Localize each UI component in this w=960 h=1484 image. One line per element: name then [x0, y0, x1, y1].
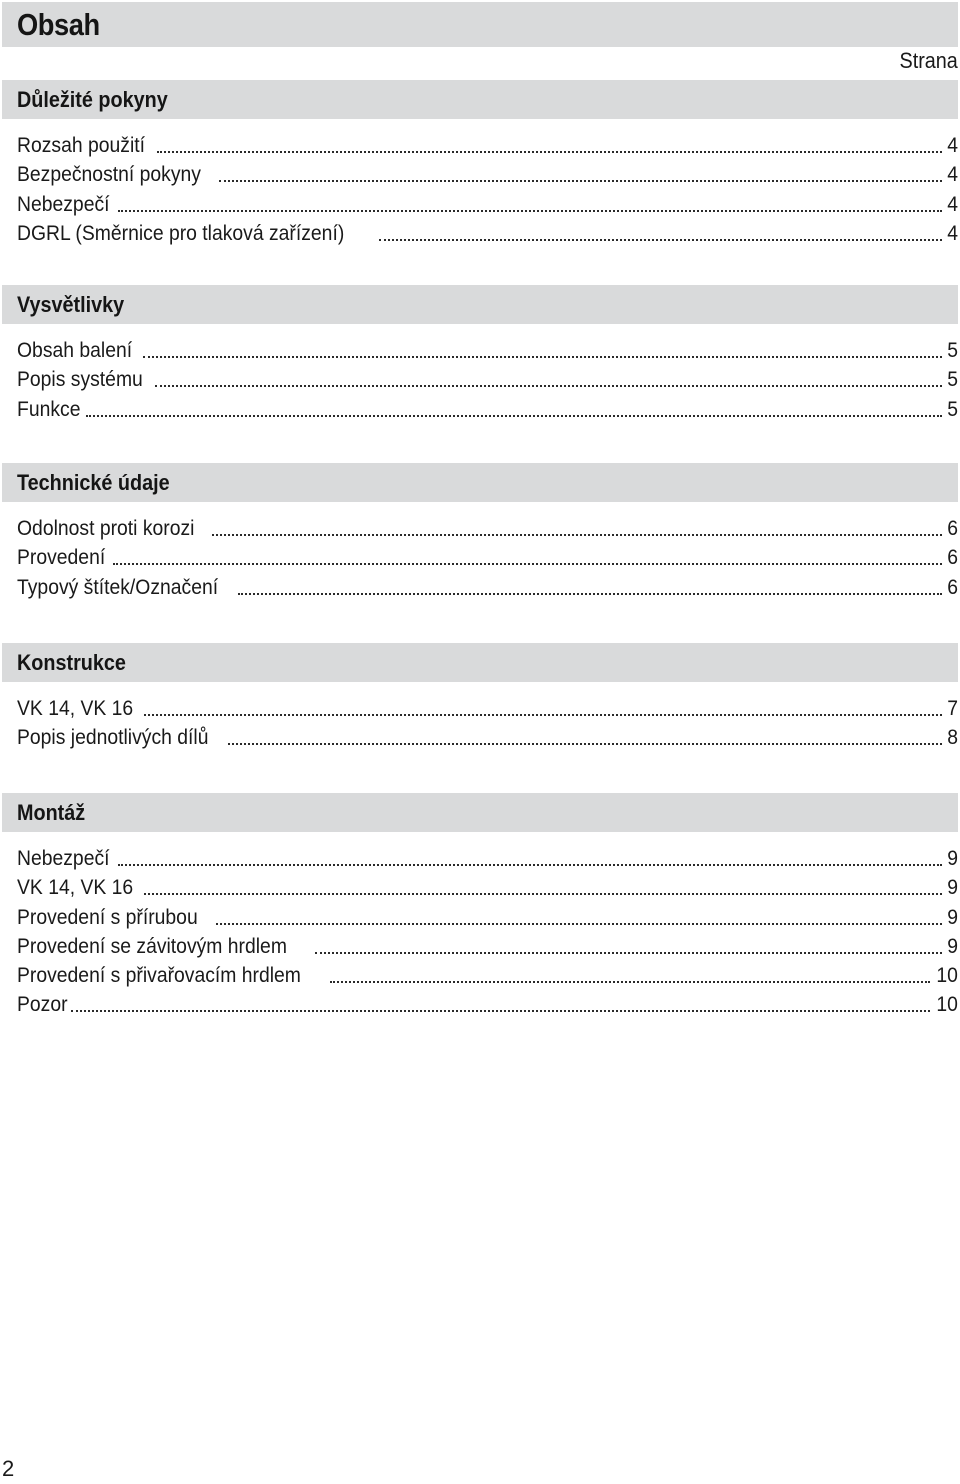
- page-number: 2: [2, 1456, 15, 1481]
- toc-entry-page: 5: [947, 338, 958, 363]
- toc-entry[interactable]: [0, 365, 960, 394]
- toc-entry-label: VK 14, VK 16: [17, 875, 134, 900]
- toc-entry-page: 4: [947, 133, 958, 158]
- section-heading: Konstrukce: [17, 649, 126, 675]
- toc-entry-page: 6: [947, 545, 958, 570]
- dot-leader: [118, 864, 942, 866]
- dot-leader: [118, 210, 942, 212]
- toc-entry[interactable]: [0, 873, 960, 902]
- toc-entry[interactable]: [0, 514, 960, 543]
- dot-leader: [71, 1010, 930, 1012]
- toc-entry-label: Odolnost proti korozi: [17, 516, 195, 541]
- section-heading-bar: [2, 285, 958, 324]
- toc-entry-label: Popis systému: [17, 367, 143, 392]
- dot-leader: [330, 981, 930, 983]
- toc-entry-page: 9: [947, 904, 958, 929]
- section-heading: Montáž: [17, 799, 86, 825]
- page-column-label: Strana: [899, 48, 958, 73]
- toc-entry[interactable]: [0, 723, 960, 752]
- toc-entry[interactable]: [0, 131, 960, 160]
- section-entries: [0, 694, 960, 752]
- toc-entry[interactable]: [0, 543, 960, 572]
- toc-entry-page: 9: [947, 933, 958, 958]
- dot-leader: [143, 356, 942, 358]
- toc-entry-page: 7: [947, 696, 958, 721]
- dot-leader: [379, 239, 942, 241]
- toc-entry[interactable]: [0, 160, 960, 189]
- toc-entry-page: 9: [947, 846, 958, 871]
- toc-entry-label: Popis jednotlivých dílů: [17, 725, 209, 750]
- section-entries: [0, 336, 960, 424]
- toc-entry-page: 8: [947, 725, 958, 750]
- toc-entry-page: 4: [947, 162, 958, 187]
- toc-entry-label: Provedení s přírubou: [17, 904, 198, 929]
- section-entries: [0, 131, 960, 248]
- toc-entry-label: Nebezpečí: [17, 191, 110, 216]
- dot-leader: [216, 923, 942, 925]
- toc-entry-label: Provedení: [17, 545, 106, 570]
- dot-leader: [157, 151, 942, 153]
- dot-leader: [86, 415, 943, 417]
- dot-leader: [144, 714, 942, 716]
- dot-leader: [315, 952, 942, 954]
- toc-section-explanations: [0, 285, 960, 424]
- toc-entry-label: Provedení s přivařovacím hrdlem: [17, 962, 301, 987]
- toc-entry[interactable]: [0, 572, 960, 601]
- toc-section-installation: [0, 793, 960, 1019]
- section-entries: [0, 514, 960, 602]
- toc-entry-page: 6: [947, 574, 958, 599]
- dot-leader: [113, 563, 942, 565]
- toc-entry-label: Provedení se závitovým hrdlem: [17, 933, 287, 958]
- dot-leader: [228, 743, 942, 745]
- section-heading: Důležité pokyny: [17, 86, 168, 112]
- toc-entry-label: Obsah balení: [17, 338, 133, 363]
- toc-entry-label: Typový štítek/Označení: [17, 574, 219, 599]
- toc-entry-page: 4: [947, 191, 958, 216]
- section-heading-bar: [2, 643, 958, 682]
- toc-entry-label: Rozsah použití: [17, 133, 145, 158]
- section-heading-bar: [2, 80, 958, 119]
- toc-entry-page: 9: [947, 875, 958, 900]
- toc-entry-label: VK 14, VK 16: [17, 696, 134, 721]
- dot-leader: [212, 534, 942, 536]
- toc-entry[interactable]: [0, 961, 960, 990]
- toc-section-construction: [0, 643, 960, 752]
- toc-entry[interactable]: [0, 189, 960, 218]
- toc-entry[interactable]: [0, 990, 960, 1019]
- toc-entry[interactable]: [0, 336, 960, 365]
- dot-leader: [155, 385, 942, 387]
- toc-entry[interactable]: [0, 219, 960, 248]
- section-heading: Vysvětlivky: [17, 291, 125, 317]
- toc-entry-label: Nebezpečí: [17, 846, 110, 871]
- toc-entry-page: 5: [947, 396, 958, 421]
- toc-entry-page: 10: [936, 992, 958, 1017]
- section-heading-bar: [2, 463, 958, 502]
- toc-entry-page: 5: [947, 367, 958, 392]
- section-entries: [0, 844, 960, 1019]
- toc-entry-label: Funkce: [17, 396, 81, 421]
- toc-entry[interactable]: [0, 932, 960, 961]
- dot-leader: [238, 593, 942, 595]
- toc-entry-page: 10: [936, 962, 958, 987]
- toc-entry[interactable]: [0, 394, 960, 423]
- toc-entry-page: 4: [947, 220, 958, 245]
- dot-leader: [144, 893, 942, 895]
- toc-entry[interactable]: [0, 902, 960, 931]
- toc-title: Obsah: [17, 6, 100, 42]
- toc-entry-page: 6: [947, 516, 958, 541]
- section-heading-bar: [2, 793, 958, 832]
- toc-entry-label: DGRL (Směrnice pro tlaková zařízení): [17, 220, 345, 245]
- dot-leader: [219, 180, 942, 182]
- toc-title-bar: [2, 2, 958, 47]
- toc-entry[interactable]: [0, 844, 960, 873]
- toc-section-important-notes: [0, 80, 960, 248]
- toc-entry-label: Pozor: [17, 992, 68, 1017]
- toc-entry[interactable]: [0, 694, 960, 723]
- toc-section-technical-data: [0, 463, 960, 602]
- section-heading: Technické údaje: [17, 469, 170, 495]
- toc-entry-label: Bezpečnostní pokyny: [17, 162, 201, 187]
